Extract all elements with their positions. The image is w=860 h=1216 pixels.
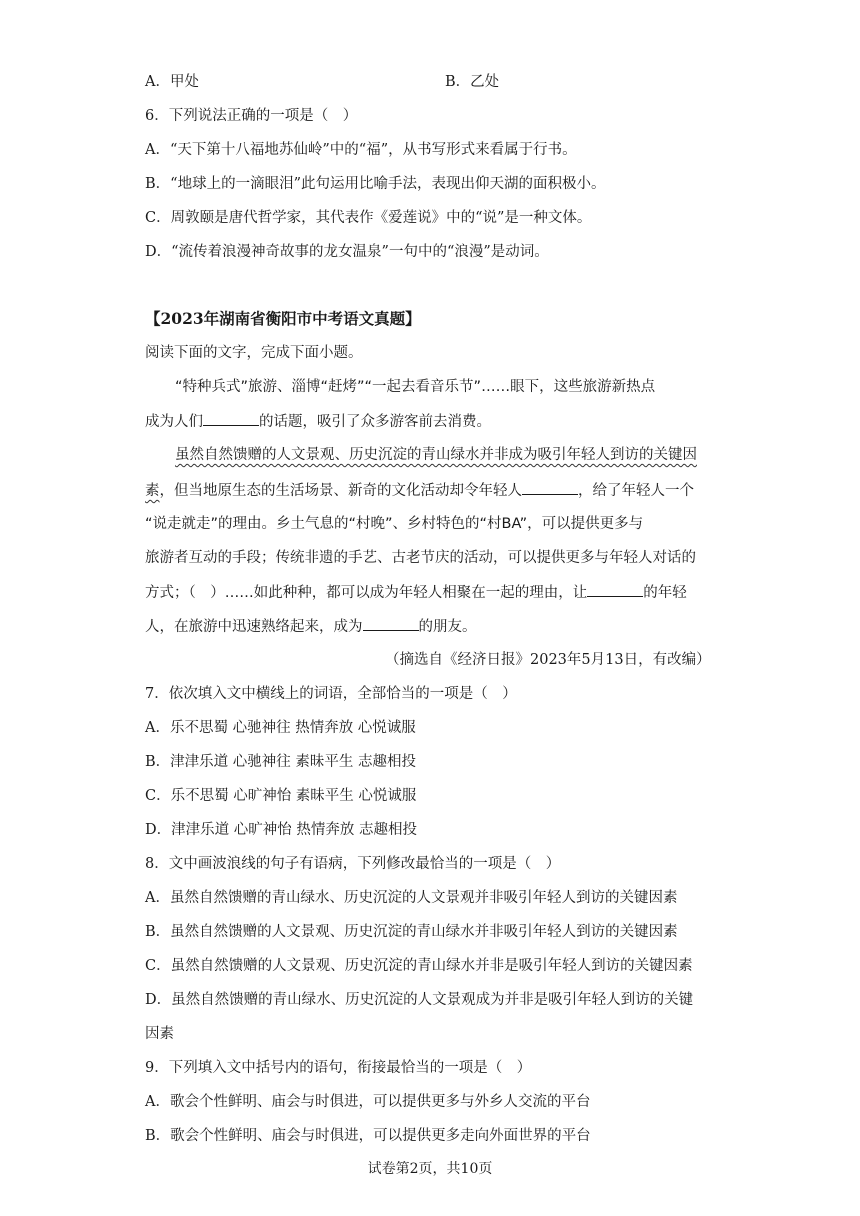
blank-4 [363,616,419,631]
q9-option-b: B．歌会个性鲜明、庙会与时俱进，可以提供更多走向外面世界的平台 [145,1128,591,1144]
passage-p2-line6-post: 的朋友。 [418,619,477,635]
passage-p1-line2 [145,411,491,432]
passage-p2-line2-mid: ，但当地原生态的生活场景、新奇的文化活动却令年轻人 [159,483,522,499]
q5-option-b: B．乙处 [445,74,500,90]
q7-option-c: C．乐不思蜀 心旷神怡 素昧平生 心悦诚服 [145,788,417,804]
q8-option-b: B．虽然自然馈赠的人文景观、历史沉淀的青山绿水并非吸引年轻人到访的关键因素 [145,924,678,940]
passage-p1-line2-pre: 成为人们 [145,414,203,430]
q8-option-c: C．虽然自然馈赠的人文景观、历史沉淀的青山绿水并非是吸引年轻人到访的关键因素 [145,958,693,974]
q7-stem: 7．依次填入文中横线上的词语，全部恰当的一项是（ ） [145,686,517,702]
passage-p2-line5-post: 的年轻 [643,585,687,601]
q7-option-a: A．乐不思蜀 心驰神往 热情奔放 心悦诚服 [145,720,416,736]
wavy-sentence-part2: 素 [145,483,160,499]
q6-option-a: A．“天下第十八福地苏仙岭”中的“福”，从书写形式来看属于行书。 [145,142,577,158]
passage-p2-line1 [175,445,697,465]
blank-2 [522,480,578,495]
blank-1 [203,411,259,426]
q7-option-d: D．津津乐道 心旷神怡 热情奔放 志趣相投 [145,822,417,838]
passage-p2-line4: 旅游者互动的手段；传统非遗的手艺、古老节庆的活动，可以提供更多与年轻人对话的 [145,550,696,566]
passage-p2-line2 [145,480,694,501]
passage-p2-line5 [145,582,687,603]
q9-option-a: A．歌会个性鲜明、庙会与时俱进，可以提供更多与外乡人交流的平台 [145,1094,591,1110]
q6-option-b: B．“地球上的一滴眼泪”此句运用比喻手法，表现出仰天湖的面积极小。 [145,176,606,192]
passage-p2-line5-pre: 方式；（ ）……如此种种，都可以成为年轻人相聚在一起的理由，让 [145,585,588,601]
section-instruction: 阅读下面的文字，完成下面小题。 [145,345,363,361]
section-title: 【2023年湖南省衡阳市中考语文真题】 [145,309,421,328]
wavy-sentence-part1: 虽然自然馈赠的人文景观、历史沉淀的青山绿水并非成为吸引年轻人到访的关键因 [175,447,697,463]
passage-p2-line6 [145,616,477,637]
passage-p1-line2-post: 的话题，吸引了众多游客前去消费。 [259,414,491,430]
passage-p1-line1: “特种兵式”旅游、淄博“赶烤”“一起去看音乐节”……眼下，这些旅游新热点 [175,379,656,395]
q8-option-a: A．虽然自然馈赠的青山绿水、历史沉淀的人文景观并非吸引年轻人到访的关键因素 [145,890,678,906]
passage-p2-line6-pre: 人，在旅游中迅速熟络起来，成为 [145,619,363,635]
page-footer: 试卷第2页，共10页 [367,1161,493,1177]
blank-3 [587,582,643,597]
q8-stem: 8．文中画波浪线的句子有语病，下列修改最恰当的一项是（ ） [145,856,561,872]
passage-p2-line3: “说走就走”的理由。乡土气息的“村晚”、乡村特色的“村BA”，可以提供更多与 [145,516,644,532]
q8-option-d-line2: 因素 [145,1026,174,1042]
q5-option-a: A．甲处 [145,74,199,90]
q6-option-c: C．周敦颐是唐代哲学家，其代表作《爱莲说》中的“说”是一种文体。 [145,210,592,226]
q6-stem: 6．下列说法正确的一项是（ ） [145,108,358,124]
passage-source: （摘选自《经济日报》2023年5月13日，有改编） [385,652,711,668]
q9-stem: 9．下列填入文中括号内的语句，衔接最恰当的一项是（ ） [145,1060,532,1076]
q6-option-d: D．“流传着浪漫神奇故事的龙女温泉”一句中的“浪漫”是动词。 [145,244,549,260]
passage-p2-line2-post: ，给了年轻人一个 [578,483,694,499]
q7-option-b: B．津津乐道 心驰神往 素昧平生 志趣相投 [145,754,416,770]
q8-option-d-line1: D．虽然自然馈赠的青山绿水、历史沉淀的人文景观成为并非是吸引年轻人到访的关键 [145,992,694,1008]
